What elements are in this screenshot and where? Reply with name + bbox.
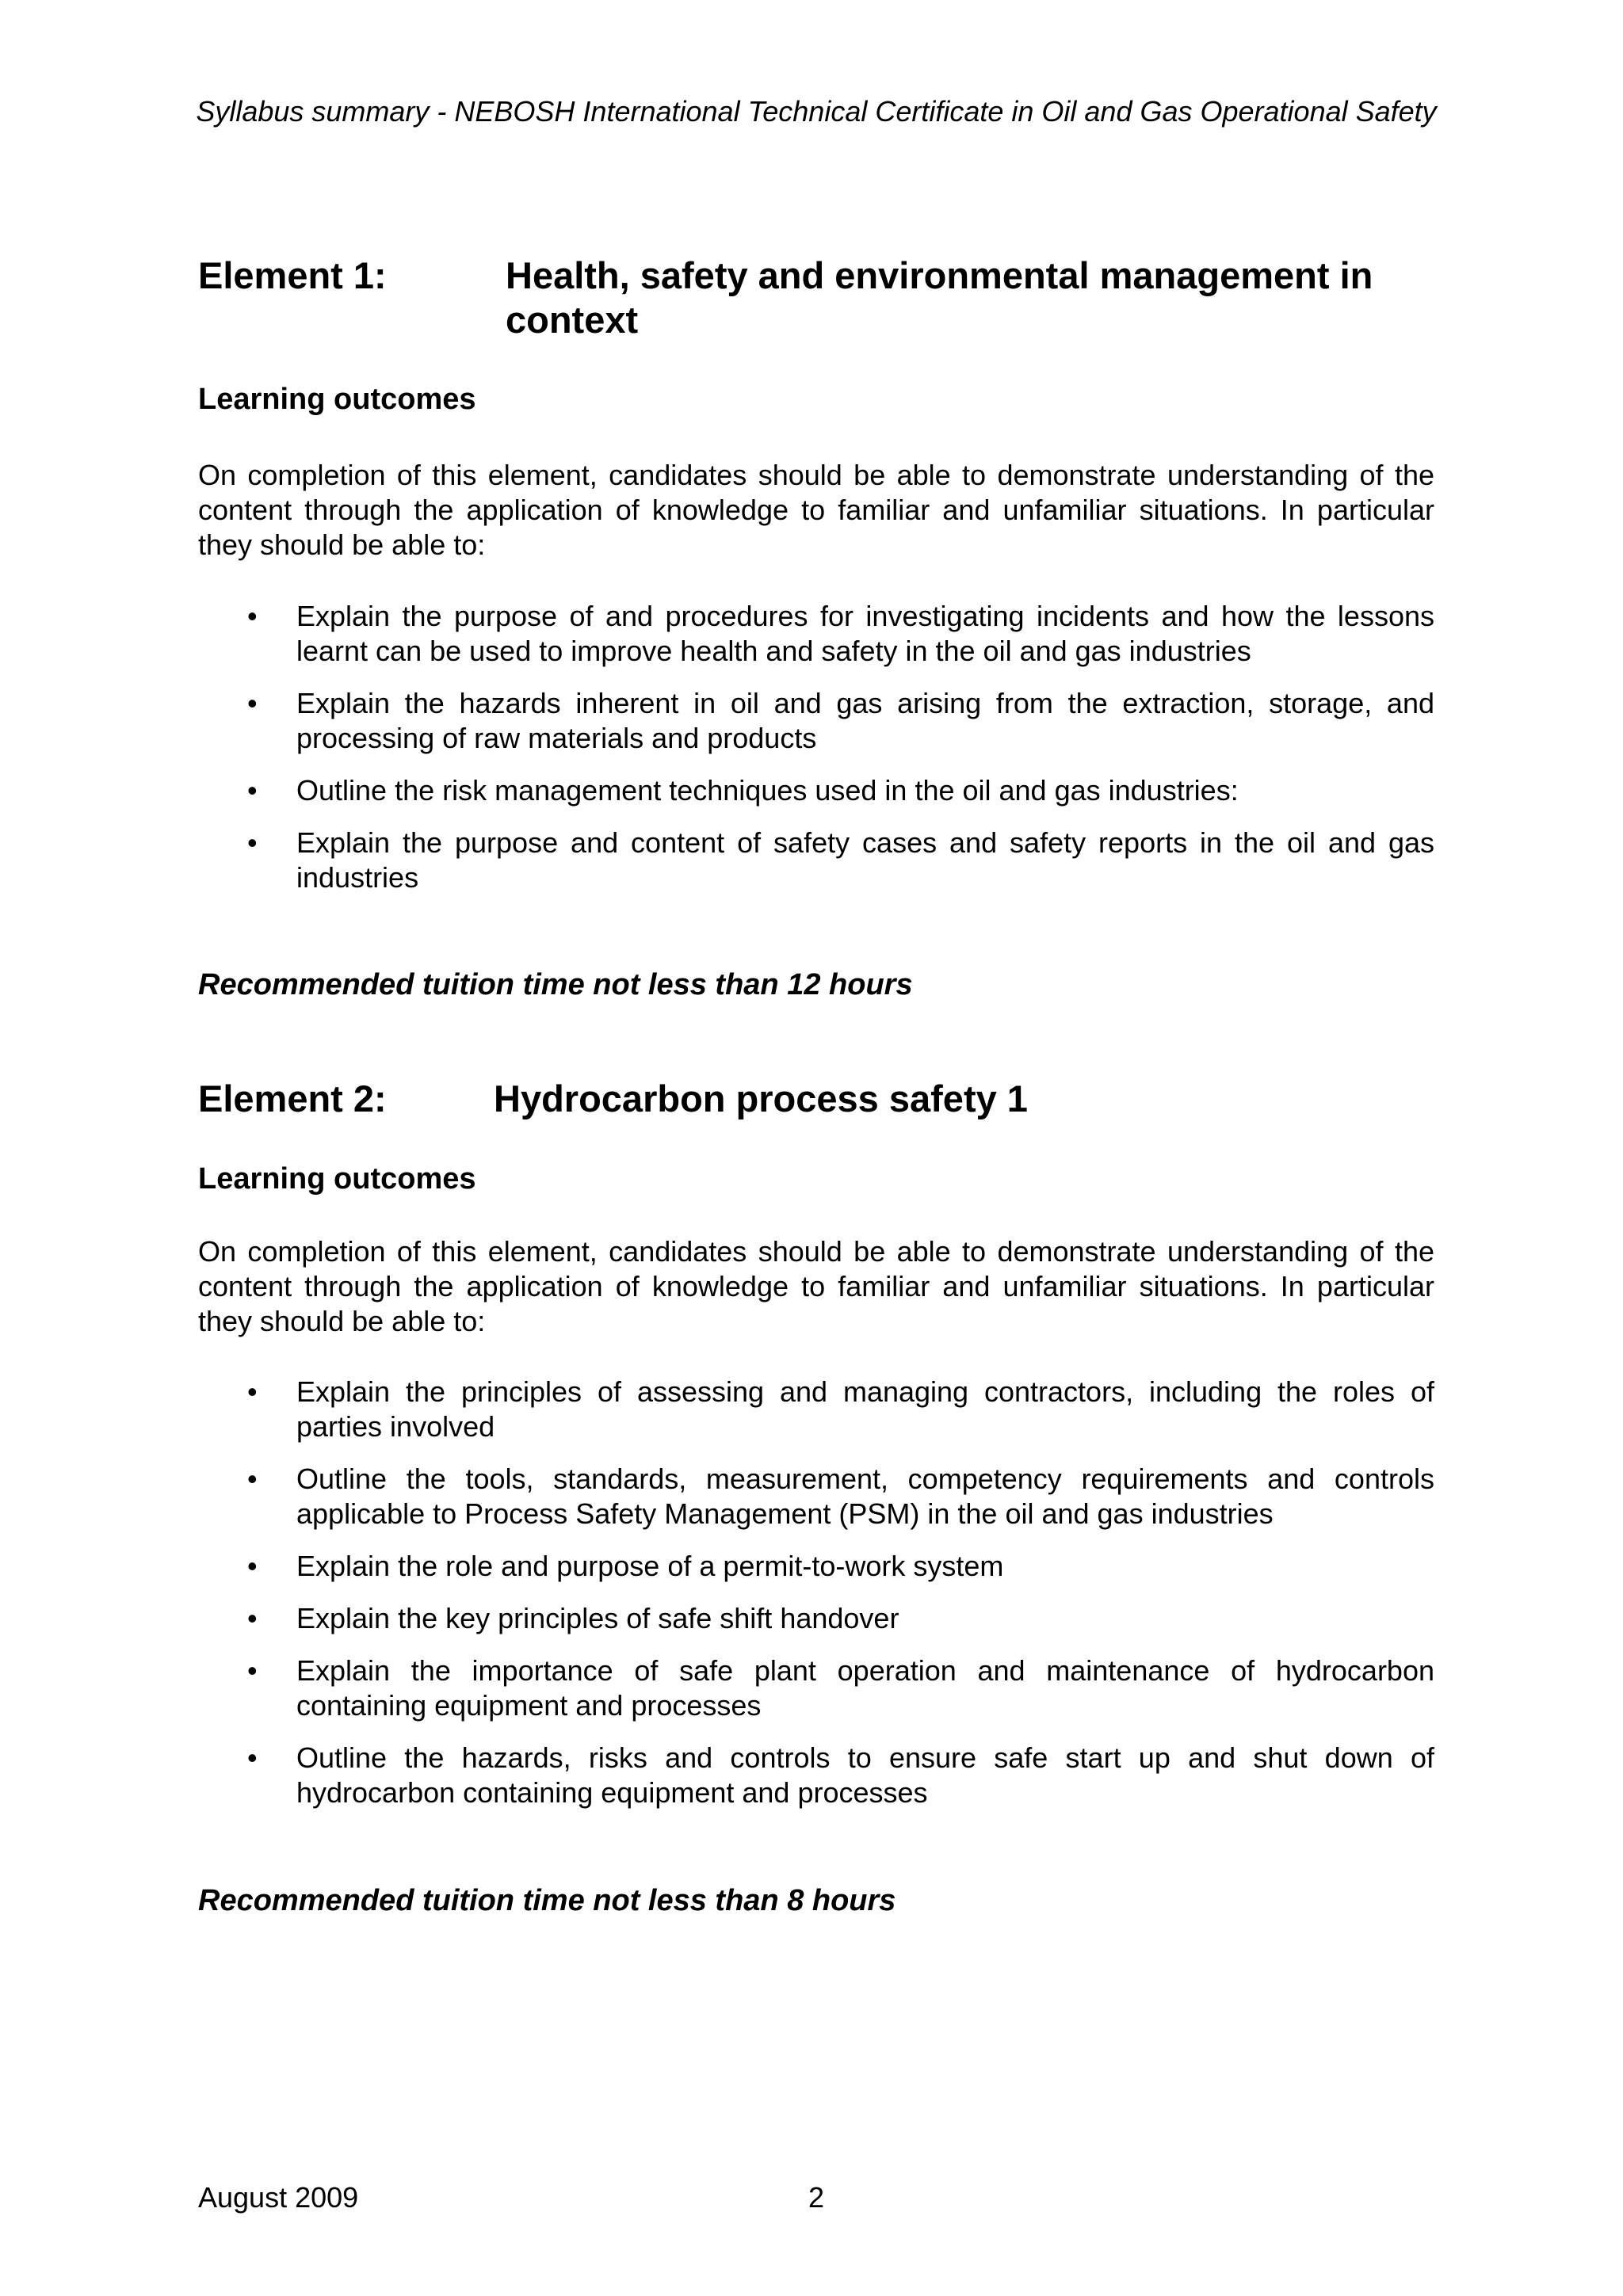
element-1-number: Element 1: — [198, 254, 387, 296]
outcome-text: Explain the importance of safe plant operation and maintenance of hydrocarbon containing equipment and processes — [296, 1654, 1434, 1722]
outcome-text: Outline the risk management techniques used in the oil and gas industries: — [296, 774, 1239, 807]
outcome-item — [198, 773, 1434, 808]
element-2-number: Element 2: — [198, 1077, 387, 1119]
outcome-text: Outline the hazards, risks and controls to ensure safe start up and shut down of hydrocarbon containing equipment and processes — [296, 1741, 1434, 1809]
element-1-tuition-time: Recommended tuition time not less than 12 hours — [198, 968, 913, 1001]
element-1-intro: On completion of this element, candidates should be able to demonstrate understanding of the content through the application of knowledge to familiar and unfamiliar situations. In particular they should be able to: — [198, 459, 1434, 561]
outcome-item — [198, 826, 1434, 895]
element-1-outcomes-list — [198, 599, 1434, 913]
bullet-icon: • — [247, 826, 258, 859]
bullet-icon: • — [247, 1375, 258, 1408]
bullet-icon: • — [247, 774, 258, 807]
outcome-item — [198, 1741, 1434, 1810]
outcome-text: Explain the purpose of and procedures for investigating incidents and how the lessons learnt can be used to improve health and safety in the oil and gas industries — [296, 600, 1434, 667]
outcome-item — [198, 599, 1434, 669]
element-1-heading — [198, 254, 1434, 342]
outcome-text: Explain the purpose and content of safety cases and safety reports in the oil and gas industries — [296, 826, 1434, 894]
element-2-learning-outcomes-heading: Learning outcomes — [198, 1162, 476, 1196]
outcome-item — [198, 1375, 1434, 1444]
outcome-item — [198, 1462, 1434, 1531]
bullet-icon: • — [247, 1654, 258, 1687]
element-1-title: Health, safety and environmental management in context — [506, 254, 1373, 341]
element-2-title: Hydrocarbon process safety 1 — [494, 1077, 1028, 1119]
running-header: Syllabus summary - NEBOSH International Technical Certificate in Oil and Gas Operational Safety — [196, 95, 1437, 128]
bullet-icon: • — [247, 687, 258, 719]
bullet-icon: • — [247, 1550, 258, 1582]
outcome-item — [198, 1549, 1434, 1584]
page-number: 2 — [808, 2181, 825, 2214]
outcome-text: Explain the principles of assessing and managing contractors, including the roles of parties involved — [296, 1375, 1434, 1443]
bullet-icon: • — [247, 1463, 258, 1495]
outcome-item — [198, 1653, 1434, 1723]
bullet-icon: • — [247, 1602, 258, 1634]
outcome-text: Explain the hazards inherent in oil and gas arising from the extraction, storage, and processing of raw materials and products — [296, 687, 1434, 754]
footer-date: August 2009 — [198, 2181, 359, 2214]
outcome-item — [198, 686, 1434, 756]
element-2-outcomes-list — [198, 1375, 1434, 1828]
bullet-icon: • — [247, 1741, 258, 1774]
outcome-text: Explain the key principles of safe shift handover — [296, 1602, 899, 1634]
bullet-icon: • — [247, 600, 258, 632]
outcome-text: Explain the role and purpose of a permit-to-work system — [296, 1550, 1004, 1582]
element-2-tuition-time: Recommended tuition time not less than 8 hours — [198, 1884, 896, 1917]
outcome-item — [198, 1601, 1434, 1636]
element-2-intro: On completion of this element, candidates should be able to demonstrate understanding of the content through the application of knowledge to familiar and unfamiliar situations. In particular they should be able to: — [198, 1235, 1434, 1337]
element-1-learning-outcomes-heading: Learning outcomes — [198, 383, 476, 416]
outcome-text: Outline the tools, standards, measurement, competency requirements and controls applicable to Process Safety Management (PSM) in the oil and gas industries — [296, 1463, 1434, 1530]
element-2-heading — [198, 1077, 1434, 1121]
